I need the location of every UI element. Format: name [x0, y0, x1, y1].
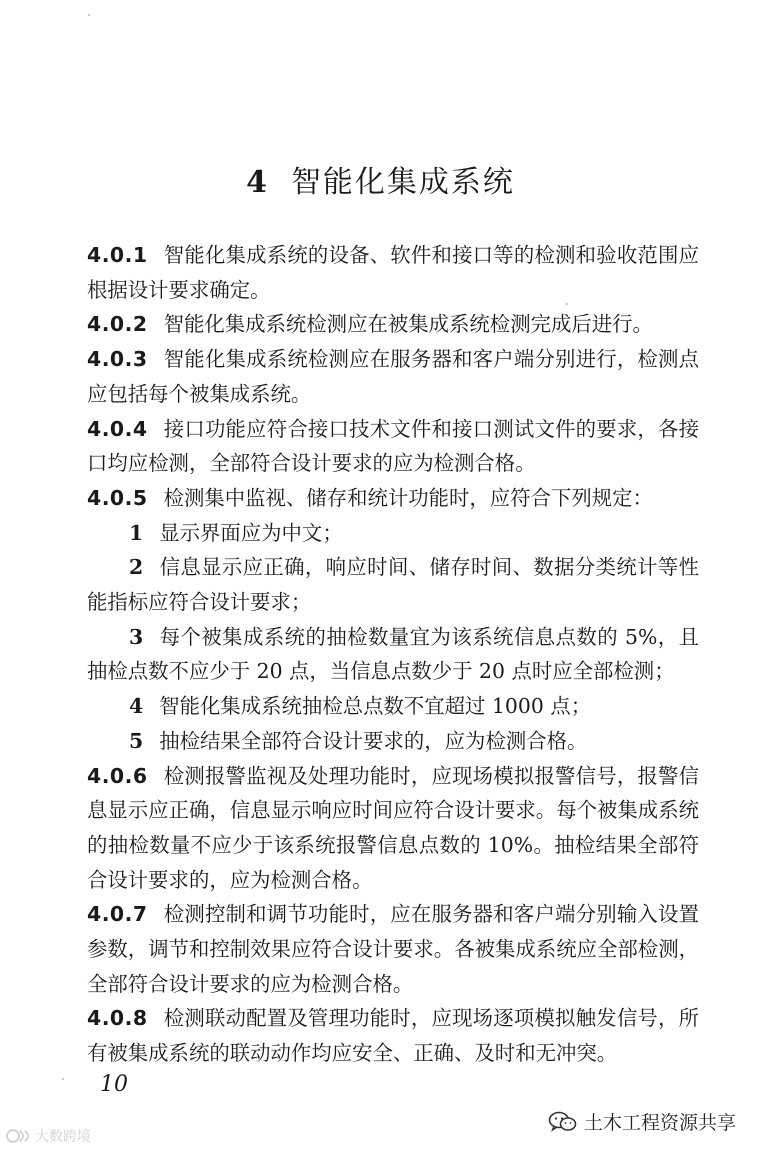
- clause-number: 4.0.6: [87, 763, 148, 788]
- list-item: [87, 689, 699, 724]
- item-number: 1: [129, 520, 144, 545]
- watermark-wechat: [548, 1108, 736, 1135]
- clause-number: 4.0.4: [87, 416, 148, 441]
- clause-4-0-5: [87, 481, 699, 516]
- watermark-text: 土木工程资源共享: [584, 1112, 737, 1134]
- item-number: 4: [129, 694, 144, 719]
- item-text: 抽检结果全部符合设计要求的，应为检测合格。: [159, 728, 588, 753]
- item-number: 5: [129, 728, 144, 753]
- list-item: [87, 516, 699, 551]
- clause-number: 4.0.5: [87, 485, 148, 510]
- chapter-title: [0, 157, 761, 201]
- clause-text: 智能化集成系统检测应在被集成系统检测完成后进行。: [163, 312, 653, 337]
- clause-number: 4.0.7: [87, 902, 148, 927]
- clause-4-0-1: [87, 238, 699, 307]
- clause-text: 检测报警监视及处理功能时，应现场模拟报警信号，报警信息显示应正确，信息显示响应时间应符合设计要求。每个被集成系统的抽检数量不应少于该系统报警信息点数的 10%。抽检结果全部符合设计要求的，应为检测合格。: [87, 763, 699, 892]
- wechat-icon: [548, 1110, 578, 1134]
- clause-4-0-6: [87, 759, 699, 898]
- clause-number: 4.0.2: [87, 312, 148, 337]
- document-body: [87, 238, 699, 1071]
- page-number: 10: [100, 1072, 128, 1097]
- clause-number: 4.0.1: [87, 243, 148, 267]
- clause-number: 4.0.8: [87, 1006, 148, 1031]
- item-number: 2: [129, 555, 144, 580]
- clause-number: 4.0.3: [87, 347, 148, 372]
- clause-4-0-7: [87, 897, 699, 1001]
- clause-4-0-3: [87, 342, 699, 411]
- item-text: 智能化集成系统抽检总点数不宜超过 1000 点；: [159, 694, 592, 719]
- list-item: [87, 724, 699, 759]
- watermark-source: [6, 1126, 91, 1146]
- item-text: 信息显示应正确，响应时间、储存时间、数据分类统计等性能指标应符合设计要求；: [87, 555, 699, 615]
- clause-text: 智能化集成系统的设备、软件和接口等的检测和验收范围应根据设计要求确定。: [87, 243, 699, 302]
- logo-icon: [6, 1127, 32, 1145]
- clause-text: 检测控制和调节功能时，应在服务器和客户端分别输入设置参数，调节和控制效果应符合设计要求。各被集成系统应全部检测，全部符合设计要求的应为检测合格。: [87, 902, 699, 996]
- clause-text: 检测联动配置及管理功能时，应现场逐项模拟触发信号，所有被集成系统的联动动作均应安全、正确、及时和无冲突。: [87, 1006, 699, 1066]
- clause-text: 接口功能应符合接口技术文件和接口测试文件的要求，各接口均应检测，全部符合设计要求的应为检测合格。: [87, 416, 699, 476]
- clause-4-0-2: [87, 307, 699, 342]
- list-item: [87, 620, 699, 689]
- item-number: 3: [129, 624, 144, 649]
- watermark-source-text: 大数跨境: [35, 1129, 91, 1145]
- chapter-title-text: 智能化集成系统: [290, 165, 515, 200]
- clause-text: 检测集中监视、储存和统计功能时，应符合下列规定：: [163, 485, 653, 510]
- item-text: 每个被集成系统的抽检数量宜为该系统信息点数的 5%，且抽检点数不应少于 20 点，当信息点数少于 20 点时应全部检测；: [87, 624, 699, 684]
- chapter-number: 4: [246, 165, 269, 200]
- clause-4-0-8: [87, 1001, 699, 1070]
- clause-text: 智能化集成系统检测应在服务器和客户端分别进行，检测点应包括每个被集成系统。: [87, 347, 699, 406]
- item-text: 显示界面应为中文；: [159, 520, 343, 545]
- clause-4-0-4: [87, 412, 699, 481]
- list-item: [87, 550, 699, 619]
